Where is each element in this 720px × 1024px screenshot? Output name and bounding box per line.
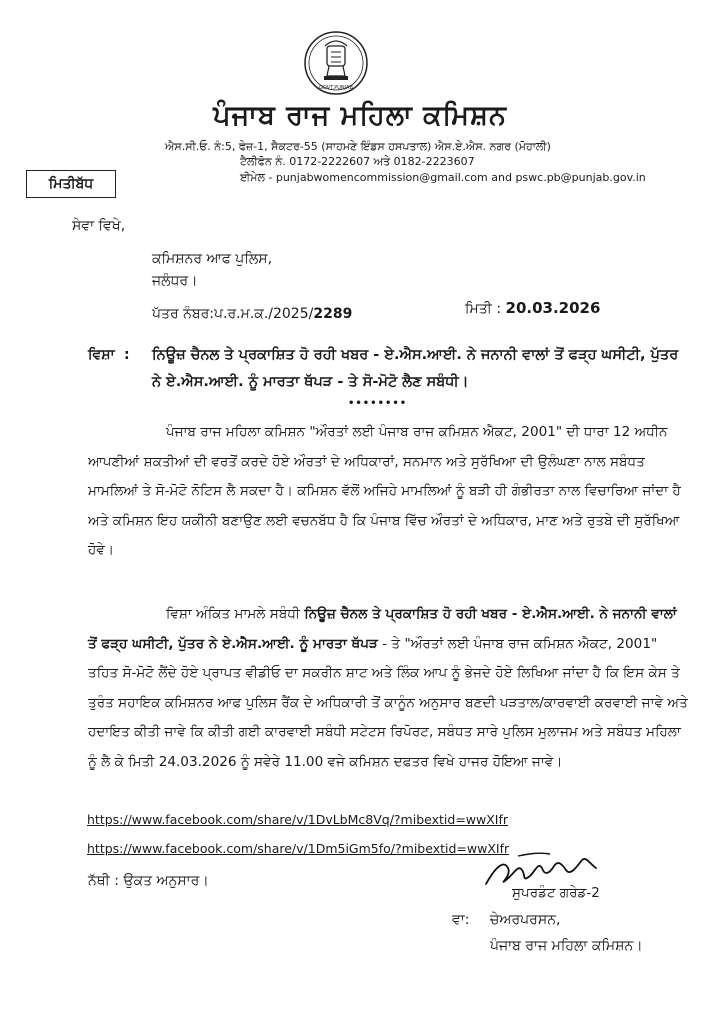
on-behalf-line-1: ਚੇਅਰਪਰਸਨ, xyxy=(490,912,561,928)
paragraph-2 xyxy=(88,600,688,777)
paragraph-1-text: ਪੰਜਾਬ ਰਾਜ ਮਹਿਲਾ ਕਮਿਸ਼ਨ "ਔਰਤਾਂ ਲਈ ਪੰਜਾਬ ਰਾਜ ਕਮਿਸ਼ਨ ਐਕਟ, 2001" ਦੀ ਧਾਰਾ 12 ਅਧੀਨ ਆਪਣੀਆਂ ਸ਼ਕਤੀਆਂ ਦੀ ਵਰਤੋਂ ਕਰਦੇ ਹੋਏ ਔਰਤਾਂ ਦੇ ਅਧਿਕਾਰਾਂ, ਸਨਮਾਨ ਅਤੇ ਸੁਰੱਖਿਆ ਦੀ ਉਲੰਘਣਾ ਨਾਲ ਸਬੰਧਤ ਮਾਮਲਿਆਂ ਤੇ ਸੋ-ਮੋਟੋ ਨੋਟਿਸ ਲੈ ਸਕਦਾ ਹੈ। ਕਮਿਸ਼ਨ ਵੱਲੋਂ ਅਜਿਹੇ ਮਾਮਲਿਆਂ ਨੂੰ ਬੜੀ ਹੀ ਗੰਭੀਰਤਾ ਨਾਲ ਵਿਚਾਰਿਆ ਜਾਂਦਾ ਹੈ ਅਤੇ ਕਮਿਸ਼ਨ ਇਹ ਯਕੀਨੀ ਬਣਾਉਣ ਲਈ ਵਚਨਬੱਧ ਹੈ ਕਿ ਪੰਜਾਬ ਵਿੱਚ ਔਰਤਾਂ ਦੇ ਅਧਿਕਾਰ, ਮਾਣ ਅਤੇ ਰੁਤਬੇ ਦੀ ਸੁਰੱਖਿਆ ਹੋਵੇ। xyxy=(88,424,681,558)
letter-number xyxy=(152,306,352,322)
addressee-line-2: ਜਲੰਧਰ। xyxy=(152,273,198,289)
emblem-label: GOVT.PUNJAB xyxy=(319,85,353,91)
subject-label: ਵਿਸ਼ਾ xyxy=(88,347,115,363)
paragraph-2-intro: ਵਿਸ਼ਾ ਅੰਕਿਤ ਮਾਮਲੇ ਸਬੰਧੀ xyxy=(166,606,305,622)
subject-colon: : xyxy=(124,347,130,363)
header-address: ਐਸ.ਸੀ.ਓ. ਨੰ:5, ਫੇਜ਼-1, ਸੈਕਟਰ-55 (ਸਾਹਮਣੇ ਇੰਡਸ ਹਸਪਤਾਲ) ਐਸ.ਏ.ਐਸ. ਨਗਰ (ਮੋਹਾਲੀ) xyxy=(165,140,551,153)
paragraph-2-rest: - ਤੇ "ਔਰਤਾਂ ਲਈ ਪੰਜਾਬ ਰਾਜ ਕਮਿਸ਼ਨ ਐਕਟ, 2001" ਤਹਿਤ ਸੋ-ਮੋਟੋ ਲੈਂਦੇ ਹੋਏ ਪ੍ਰਾਪਤ ਵੀਡੀਓ ਦਾ ਸਕਰੀਨ ਸ਼ਾਟ ਅਤੇ ਲਿੰਕ ਆਪ ਨੂੰ ਭੇਜਦੇ ਹੋਏ ਲਿਖਿਆ ਜਾਂਦਾ ਹੈ ਕਿ ਇਸ ਕੇਸ ਤੇ ਤੁਰੰਤ ਸਹਾਇਕ ਕਮਿਸ਼ਨਰ ਆਫ ਪੁਲਿਸ ਰੈਂਕ ਦੇ ਅਧਿਕਾਰੀ ਤੋਂ ਕਾਨੂੰਨ ਅਨੁਸਾਰ ਬਣਦੀ ਪੜਤਾਲ/ਕਾਰਵਾਈ ਕਰਵਾਈ ਜਾਵੇ ਅਤੇ ਹਦਾਇਤ ਕੀਤੀ ਜਾਵੇ ਕਿ ਕੀਤੀ ਗਈ ਕਾਰਵਾਈ ਸਬੰਧੀ ਸਟੇਟਸ ਰਿਪੋਰਟ, ਸਬੰਧਤ ਸਾਰੇ ਪੁਲਿਸ ਮੁਲਾਜਮ ਅਤੇ ਸਬੰਧਤ ਮਹਿਲਾ ਨੂੰ ਲੈ ਕੇ ਮਿਤੀ 24.03.2026 ਨੂੰ ਸਵੇਰੇ 11.00 ਵਜੇ ਕਮਿਸ਼ਨ ਦਫਤਰ ਵਿਖੇ ਹਾਜਰ ਹੋਇਆ ਜਾਵੇ। xyxy=(88,635,688,770)
letter-number-label: ਪੱਤਰ ਨੰਬਰ:ਪ.ਰ.ਮ.ਕ./2025/ xyxy=(152,306,314,322)
paragraph-2-bold: ਨਿਊਜ਼ ਚੈਨਲ ਤੇ ਪ੍ਰਕਾਸ਼ਿਤ ਹੋ ਰਹੀ ਖਬਰ - ਏ.ਐਸ.ਆਈ. ਨੇ ਜਨਾਨੀ ਵਾਲਾਂ ਤੋਂ ਫੜ੍ਹ ਘਸੀਟੀ, ਪੁੱਤਰ ਨੇ ਏ.ਐਸ.ਆਈ. ਨੂੰ ਮਾਰਤਾ ਥੱਪੜ xyxy=(88,606,677,652)
date-label: ਮਿਤੀ : xyxy=(465,301,506,317)
video-link-1[interactable]: https://www.facebook.com/share/v/1DvLbMc8Vq/?mibextid=wwXIfr xyxy=(87,812,509,827)
date-value: 20.03.2026 xyxy=(505,299,601,317)
header-email: ਈਮੇਲ - punjabwomencommission@gmail.com and pswc.pb@punjab.gov.in xyxy=(240,171,646,184)
addressee-line-1: ਕਮਿਸ਼ਨਰ ਆਫ ਪੁਲਿਸ, xyxy=(152,251,273,267)
separator: •••••••• xyxy=(348,398,408,409)
video-link-2[interactable]: https://www.facebook.com/share/v/1Dm5iGm5fo/?mibextid=wwXIfr xyxy=(87,841,510,856)
time-bound-stamp: ਮਿਤੀਬੱਧ xyxy=(26,170,116,198)
letter-date xyxy=(465,299,600,317)
paragraph-1 xyxy=(88,418,688,566)
state-emblem-logo xyxy=(303,30,369,96)
signatory-title: ਸੁਪਰਡੰਟ ਗਰੇਡ-2 xyxy=(512,885,600,901)
letter-number-value: 2289 xyxy=(313,306,353,322)
subject-text: ਨਿਊਜ਼ ਚੈਨਲ ਤੇ ਪ੍ਰਕਾਸ਼ਿਤ ਹੋ ਰਹੀ ਖਬਰ - ਏ.ਐਸ.ਆਈ. ਨੇ ਜਨਾਨੀ ਵਾਲਾਂ ਤੋਂ ਫੜ੍ਹ ਘਸੀਟੀ, ਪੁੱਤਰ ਨੇ ਏ.ਐਸ.ਆਈ. ਨੂੰ ਮਾਰਤਾ ਥੱਪੜ - ਤੇ ਸੋ-ਮੋਟੋ ਲੈਣ ਸਬੰਧੀ। xyxy=(152,347,679,390)
on-behalf-line-2: ਪੰਜਾਬ ਰਾਜ ਮਹਿਲਾ ਕਮਿਸ਼ਨ। xyxy=(490,938,643,954)
salutation: ਸੇਵਾ ਵਿਖੇ, xyxy=(72,218,126,234)
enclosure-note: ਨੱਥੀ : ਉਕਤ ਅਨੁਸਾਰ। xyxy=(88,873,209,889)
on-behalf-label: ਵਾ: xyxy=(452,912,470,928)
organization-title: ਪੰਜਾਬ ਰਾਜ ਮਹਿਲਾ ਕਮਿਸ਼ਨ xyxy=(213,100,507,131)
header-phone: ਟੈਲੀਫੋਨ ਨੰ. 0172-2222607 ਅਤੇ 0182-2223607 xyxy=(240,155,475,168)
